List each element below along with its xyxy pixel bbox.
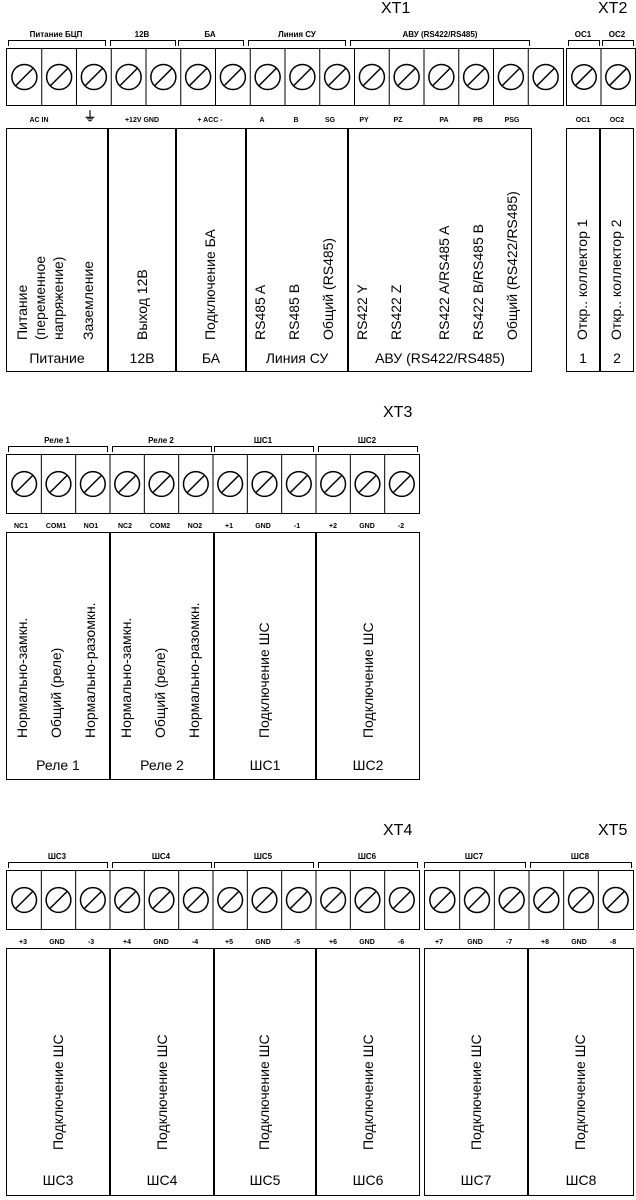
- group-name-shs8: ШС8: [565, 1172, 597, 1188]
- group-bracket: [350, 40, 530, 46]
- group-name-shs7: ШС7: [460, 1172, 492, 1188]
- desc-relay2-com: Общий (реле): [152, 647, 168, 738]
- pin-label-minus4: -4: [191, 939, 199, 946]
- group-name-ba: БА: [201, 350, 221, 366]
- pin-label-12v-gnd: +12V GND: [124, 117, 160, 124]
- group-name-power: Питание: [29, 350, 85, 366]
- desc-shs3: Подключение ШС: [50, 1034, 66, 1150]
- pin-label-minus5: -5: [293, 939, 301, 946]
- pin-label-pa: PA: [439, 117, 449, 124]
- desc-rs422-z: RS422 Z: [388, 284, 404, 340]
- terminal-strip-xt2: [566, 48, 636, 106]
- group-bracket: [602, 40, 634, 46]
- desc-relay1-com: Общий (реле): [48, 647, 64, 738]
- group-bracket: [318, 862, 418, 868]
- group-name-shs4: ШС4: [146, 1172, 178, 1188]
- pin-label-ac-in: AC IN: [29, 117, 49, 124]
- xt4-title: XT4: [383, 822, 413, 839]
- group-bracket: [568, 40, 600, 46]
- group-label-shs3: ШС3: [47, 852, 67, 861]
- terminal-strip-xt5: [424, 870, 634, 930]
- pin-label-minus7: -7: [505, 939, 513, 946]
- pin-label-gnd6: GND: [359, 939, 375, 946]
- pin-label-oc2: OC2: [609, 117, 625, 124]
- desc-shs7: Подключение ШС: [468, 1034, 484, 1150]
- group-label-shs7: ШС7: [464, 852, 484, 861]
- pin-label-plus4: +4: [123, 939, 131, 946]
- desc-rs422-common: Общий (RS422/RS485): [504, 191, 520, 340]
- xt1-title: XT1: [381, 0, 411, 17]
- terminal-strip-xt4: [6, 870, 420, 930]
- xt2-title: XT2: [598, 0, 628, 17]
- desc-shs6: Подключение ШС: [360, 1034, 376, 1150]
- group-name-shs1: ШС1: [249, 757, 281, 773]
- pin-label-a: A: [259, 117, 265, 124]
- group-bracket: [112, 446, 212, 452]
- pin-label-plus7: +7: [435, 939, 443, 946]
- group-name-relay2: Реле 2: [140, 757, 184, 773]
- pin-label-acc: + ACC -: [197, 117, 223, 124]
- desc-rs485-a: RS485 A: [252, 284, 268, 340]
- pin-label-nc2: NC2: [117, 523, 132, 530]
- terminal-strip-xt1: [6, 48, 564, 106]
- group-label-shs2: ШС2: [357, 436, 377, 445]
- pin-label-minus1: -1: [293, 523, 301, 530]
- pin-label-gnd7: GND: [467, 939, 483, 946]
- group-name-shs6: ШС6: [352, 1172, 384, 1188]
- desc-power: Питание: [14, 284, 30, 340]
- screw-terminals: [567, 49, 635, 105]
- pin-label-plus5: +5: [225, 939, 233, 946]
- group-label-oc1: OC1: [574, 30, 592, 39]
- pin-label-no1: NO1: [83, 523, 99, 530]
- group-name-shs2: ШС2: [352, 757, 384, 773]
- pin-label-plus1: +1: [225, 523, 233, 530]
- desc-rs422-y: RS422 Y: [354, 284, 370, 340]
- group-label-line-su: Линия СУ: [278, 30, 316, 39]
- desc-shs5: Подключение ШС: [256, 1034, 272, 1150]
- pin-label-com2: COM2: [149, 523, 171, 530]
- group-label-shs4: ШС4: [151, 852, 171, 861]
- pin-label-plus6: +6: [329, 939, 337, 946]
- group-bracket: [110, 40, 176, 46]
- desc-rs485-common: Общий (RS485): [320, 237, 336, 340]
- group-name-oc2: 2: [613, 350, 621, 366]
- desc-power: напряжение): [50, 256, 66, 340]
- screw-terminals: [7, 455, 419, 513]
- pin-label-psg: PSG: [504, 117, 520, 124]
- group-bracket: [214, 862, 314, 868]
- pin-label-gnd8: GND: [571, 939, 587, 946]
- screw-terminals: [7, 49, 563, 105]
- group-name-oc1: 1: [579, 350, 587, 366]
- group-label-ba: БА: [204, 30, 216, 39]
- desc-shs1: Подключение ШС: [256, 622, 272, 738]
- pin-label-gnd2: GND: [359, 523, 375, 530]
- pin-label-pb: PB: [473, 117, 483, 124]
- desc-oc2: Откр.. коллектор 2: [608, 219, 624, 340]
- desc-relay2-nc: Нормально-замкн.: [118, 617, 134, 738]
- group-name-shs5: ШС5: [249, 1172, 281, 1188]
- group-bracket: [8, 446, 108, 452]
- pin-label-minus3: -3: [87, 939, 95, 946]
- desc-rs485-b: RS485 B: [286, 283, 302, 340]
- group-name-line-su: Линия СУ: [265, 350, 329, 366]
- group-bracket: [530, 862, 632, 868]
- xt5-title: XT5: [598, 822, 628, 839]
- group-name-relay1: Реле 1: [36, 757, 80, 773]
- pin-label-pz: PZ: [393, 117, 403, 124]
- group-name-avu: АВУ (RS422/RS485): [375, 350, 505, 366]
- desc-12v: Выход 12В: [134, 269, 150, 340]
- group-label-avu: АВУ (RS422/RS485): [402, 30, 478, 39]
- group-bracket: [214, 446, 314, 452]
- group-label-shs1: ШС1: [253, 436, 273, 445]
- group-label-shs5: ШС5: [253, 852, 273, 861]
- pin-label-nc1: NC1: [13, 523, 28, 530]
- group-bracket: [8, 862, 108, 868]
- pin-label-sg: SG: [324, 117, 336, 124]
- xt3-title: XT3: [383, 404, 413, 421]
- desc-ba: Подключение БА: [202, 229, 218, 340]
- desc-rs422-a: RS422 A/RS485 A: [436, 225, 452, 340]
- pin-label-no2: NO2: [187, 523, 203, 530]
- pin-label-py: PY: [359, 117, 369, 124]
- group-label-12v: 12В: [134, 30, 150, 39]
- desc-shs8: Подключение ШС: [572, 1034, 588, 1150]
- pin-label-gnd4: GND: [153, 939, 169, 946]
- pin-label-gnd5: GND: [255, 939, 271, 946]
- group-name-shs3: ШС3: [42, 1172, 74, 1188]
- group-label-shs6: ШС6: [357, 852, 377, 861]
- pin-label-gnd1: GND: [255, 523, 271, 530]
- desc-relay2-no: Нормально-разомкн.: [186, 602, 202, 738]
- group-bracket: [424, 862, 526, 868]
- group-bracket: [112, 862, 212, 868]
- group-bracket: [178, 40, 244, 46]
- pin-label-plus8: +8: [541, 939, 549, 946]
- desc-rs422-b: RS422 B/RS485 B: [470, 224, 486, 340]
- group-label-relay2: Реле 2: [148, 436, 174, 445]
- group-label-power: Питание БЦП: [29, 30, 83, 39]
- desc-power: (переменное: [32, 255, 48, 340]
- pin-label-gnd3: GND: [49, 939, 65, 946]
- screw-terminals: [425, 871, 633, 929]
- pin-label-plus2: +2: [329, 523, 337, 530]
- group-label-relay1: Реле 1: [44, 436, 70, 445]
- desc-oc1: Откр.. коллектор 1: [574, 219, 590, 340]
- pin-label-com1: COM1: [45, 523, 67, 530]
- pin-label-minus2: -2: [397, 523, 405, 530]
- group-name-12v: 12В: [129, 350, 155, 366]
- pin-label-oc1: OC1: [575, 117, 591, 124]
- group-bracket: [318, 446, 418, 452]
- desc-shs4: Подключение ШС: [154, 1034, 170, 1150]
- group-label-shs8: ШС8: [570, 852, 590, 861]
- pin-label-b: B: [293, 117, 299, 124]
- desc-ground: Заземление: [80, 260, 96, 340]
- group-bracket: [248, 40, 346, 46]
- pin-label-minus8: -8: [609, 939, 617, 946]
- group-label-oc2: OC2: [608, 30, 626, 39]
- desc-relay1-no: Нормально-разомкн.: [82, 602, 98, 738]
- screw-terminals: [7, 871, 419, 929]
- pin-label-ground: ⏚: [83, 109, 97, 124]
- pin-label-minus6: -6: [397, 939, 405, 946]
- pin-label-plus3: +3: [19, 939, 27, 946]
- terminal-strip-xt3: [6, 454, 420, 514]
- desc-relay1-nc: Нормально-замкн.: [14, 617, 30, 738]
- desc-shs2: Подключение ШС: [360, 622, 376, 738]
- group-bracket: [8, 40, 106, 46]
